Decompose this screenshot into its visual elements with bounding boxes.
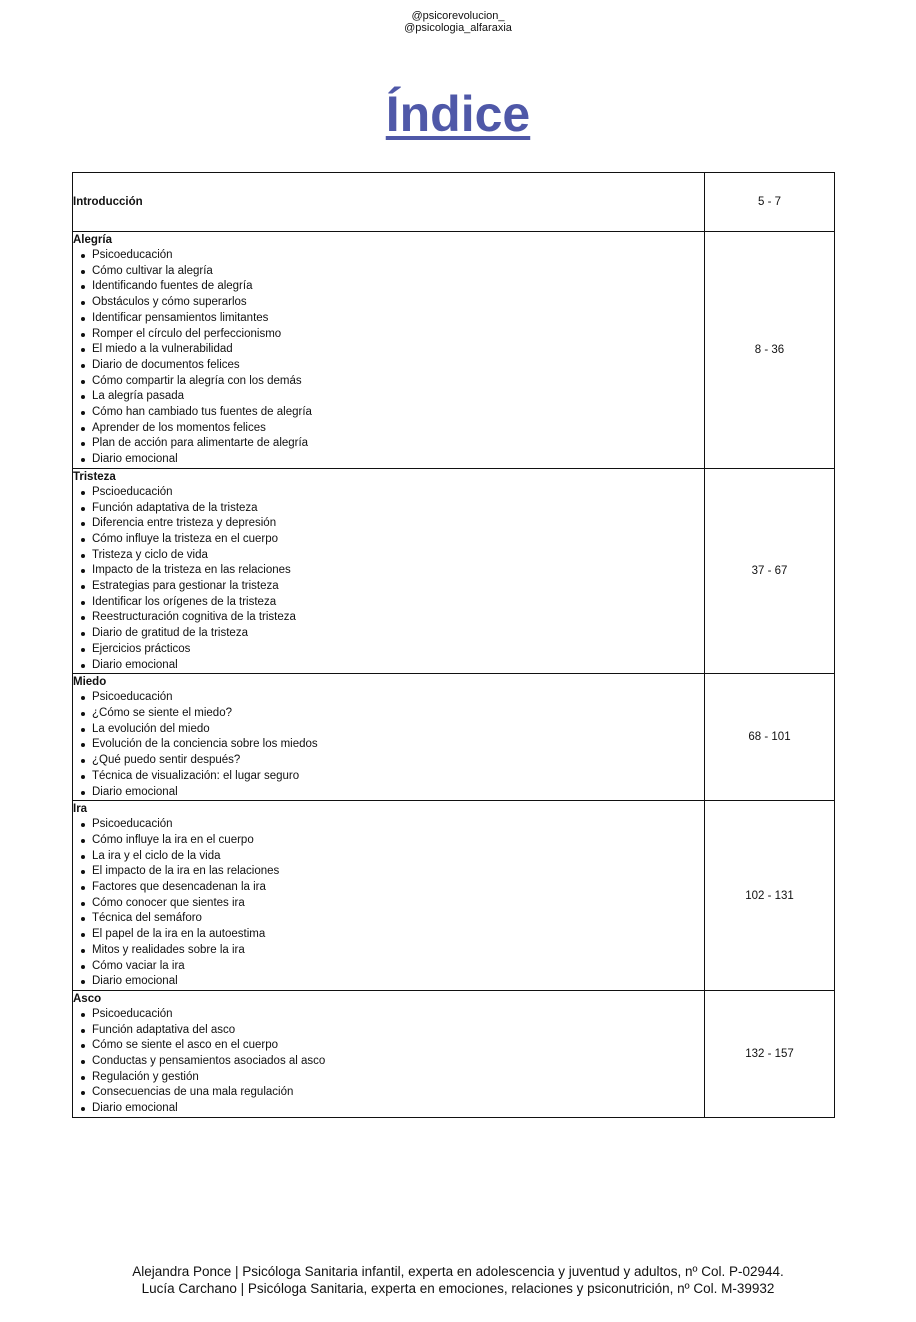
list-item: Regulación y gestión — [73, 1070, 704, 1086]
list-item: El impacto de la ira en las relaciones — [73, 864, 704, 880]
section-item-list — [73, 690, 704, 800]
list-item: Diario de gratitud de la tristeza — [73, 626, 704, 642]
list-item: Estrategias para gestionar la tristeza — [73, 579, 704, 595]
intro-label: Introducción — [73, 196, 143, 208]
list-item: Función adaptativa de la tristeza — [73, 501, 704, 517]
section-item-list — [73, 485, 704, 673]
list-item: Impacto de la tristeza en las relaciones — [73, 563, 704, 579]
list-item: Diario emocional — [73, 1101, 704, 1117]
list-item: Técnica de visualización: el lugar seguro — [73, 769, 704, 785]
list-item: Cómo cultivar la alegría — [73, 264, 704, 280]
list-item: Identificando fuentes de alegría — [73, 279, 704, 295]
page-range: 132 - 157 — [705, 990, 835, 1117]
list-item: Psicoeducación — [73, 690, 704, 706]
table-row-intro — [73, 173, 835, 232]
section-cell — [73, 468, 705, 673]
list-item: Consecuencias de una mala regulación — [73, 1085, 704, 1101]
list-item: Evolución de la conciencia sobre los miedos — [73, 737, 704, 753]
list-item: Plan de acción para alimentarte de alegría — [73, 436, 704, 452]
list-item: ¿Cómo se siente el miedo? — [73, 706, 704, 722]
header-handles — [0, 10, 916, 34]
list-item: Reestructuración cognitiva de la tristeza — [73, 610, 704, 626]
list-item: Cómo se siente el asco en el cuerpo — [73, 1038, 704, 1054]
list-item: Diario emocional — [73, 658, 704, 674]
table-row-section — [73, 468, 835, 673]
list-item: La ira y el ciclo de la vida — [73, 849, 704, 865]
section-title: Ira — [73, 803, 88, 816]
section-cell — [73, 801, 705, 991]
footer — [0, 1263, 916, 1297]
list-item: Mitos y realidades sobre la ira — [73, 943, 704, 959]
section-cell — [73, 232, 705, 469]
list-item: Diferencia entre tristeza y depresión — [73, 516, 704, 532]
list-item: Psicoeducación — [73, 248, 704, 264]
list-item: Psicoeducación — [73, 1007, 704, 1023]
table-row-section — [73, 801, 835, 991]
list-item: Ejercicios prácticos — [73, 642, 704, 658]
section-title: Miedo — [73, 676, 107, 689]
page-range: 102 - 131 — [705, 801, 835, 991]
list-item: Función adaptativa del asco — [73, 1023, 704, 1039]
list-item: Obstáculos y cómo superarlos — [73, 295, 704, 311]
list-item: El papel de la ira en la autoestima — [73, 927, 704, 943]
handle-psicorevolucion: @psicorevolucion_ — [411, 10, 505, 22]
table-row-section — [73, 674, 835, 801]
section-cell — [73, 173, 705, 232]
list-item: Cómo influye la ira en el cuerpo — [73, 833, 704, 849]
list-item: Técnica del semáforo — [73, 911, 704, 927]
list-item: Cómo influye la tristeza en el cuerpo — [73, 532, 704, 548]
section-cell — [73, 674, 705, 801]
page-range: 37 - 67 — [705, 468, 835, 673]
list-item: Aprender de los momentos felices — [73, 421, 704, 437]
list-item: Cómo han cambiado tus fuentes de alegría — [73, 405, 704, 421]
list-item: Factores que desencadenan la ira — [73, 880, 704, 896]
list-item: Psicoeducación — [73, 817, 704, 833]
list-item: Diario de documentos felices — [73, 358, 704, 374]
list-item: La evolución del miedo — [73, 722, 704, 738]
list-item: La alegría pasada — [73, 389, 704, 405]
page-title: Índice — [385, 86, 531, 142]
section-item-list — [73, 1007, 704, 1117]
list-item: Identificar los orígenes de la tristeza — [73, 595, 704, 611]
section-title: Tristeza — [73, 470, 116, 483]
list-item: Conductas y pensamientos asociados al asco — [73, 1054, 704, 1070]
list-item: Diario emocional — [73, 452, 704, 468]
list-item: Pscioeducación — [73, 485, 704, 501]
table-row-section — [73, 990, 835, 1117]
footer-line-2: Lucía Carchano | Psicóloga Sanitaria, experta en emociones, relaciones y psiconutrición, nº Col. M-39932 — [141, 1281, 775, 1296]
list-item: Diario emocional — [73, 785, 704, 801]
index-table — [72, 172, 835, 1118]
list-item: El miedo a la vulnerabilidad — [73, 342, 704, 358]
section-title: Asco — [73, 992, 102, 1005]
list-item: Romper el círculo del perfeccionismo — [73, 327, 704, 343]
page-range: 8 - 36 — [705, 232, 835, 469]
list-item: Cómo conocer que sientes ira — [73, 896, 704, 912]
list-item: Cómo compartir la alegría con los demás — [73, 374, 704, 390]
section-item-list — [73, 248, 704, 468]
table-row-section — [73, 232, 835, 469]
list-item: Diario emocional — [73, 974, 704, 990]
handle-alfaraxia: @psicologia_alfaraxia — [404, 22, 512, 34]
section-cell — [73, 990, 705, 1117]
section-title: Alegría — [73, 234, 112, 246]
section-item-list — [73, 817, 704, 990]
list-item: ¿Qué puedo sentir después? — [73, 753, 704, 769]
page-range: 68 - 101 — [705, 674, 835, 801]
list-item: Identificar pensamientos limitantes — [73, 311, 704, 327]
list-item: Cómo vaciar la ira — [73, 959, 704, 975]
list-item: Tristeza y ciclo de vida — [73, 548, 704, 564]
footer-line-1: Alejandra Ponce | Psicóloga Sanitaria infantil, experta en adolescencia y juventud y adultos, nº Col. P-02944. — [132, 1264, 784, 1279]
page-range: 5 - 7 — [705, 173, 835, 232]
